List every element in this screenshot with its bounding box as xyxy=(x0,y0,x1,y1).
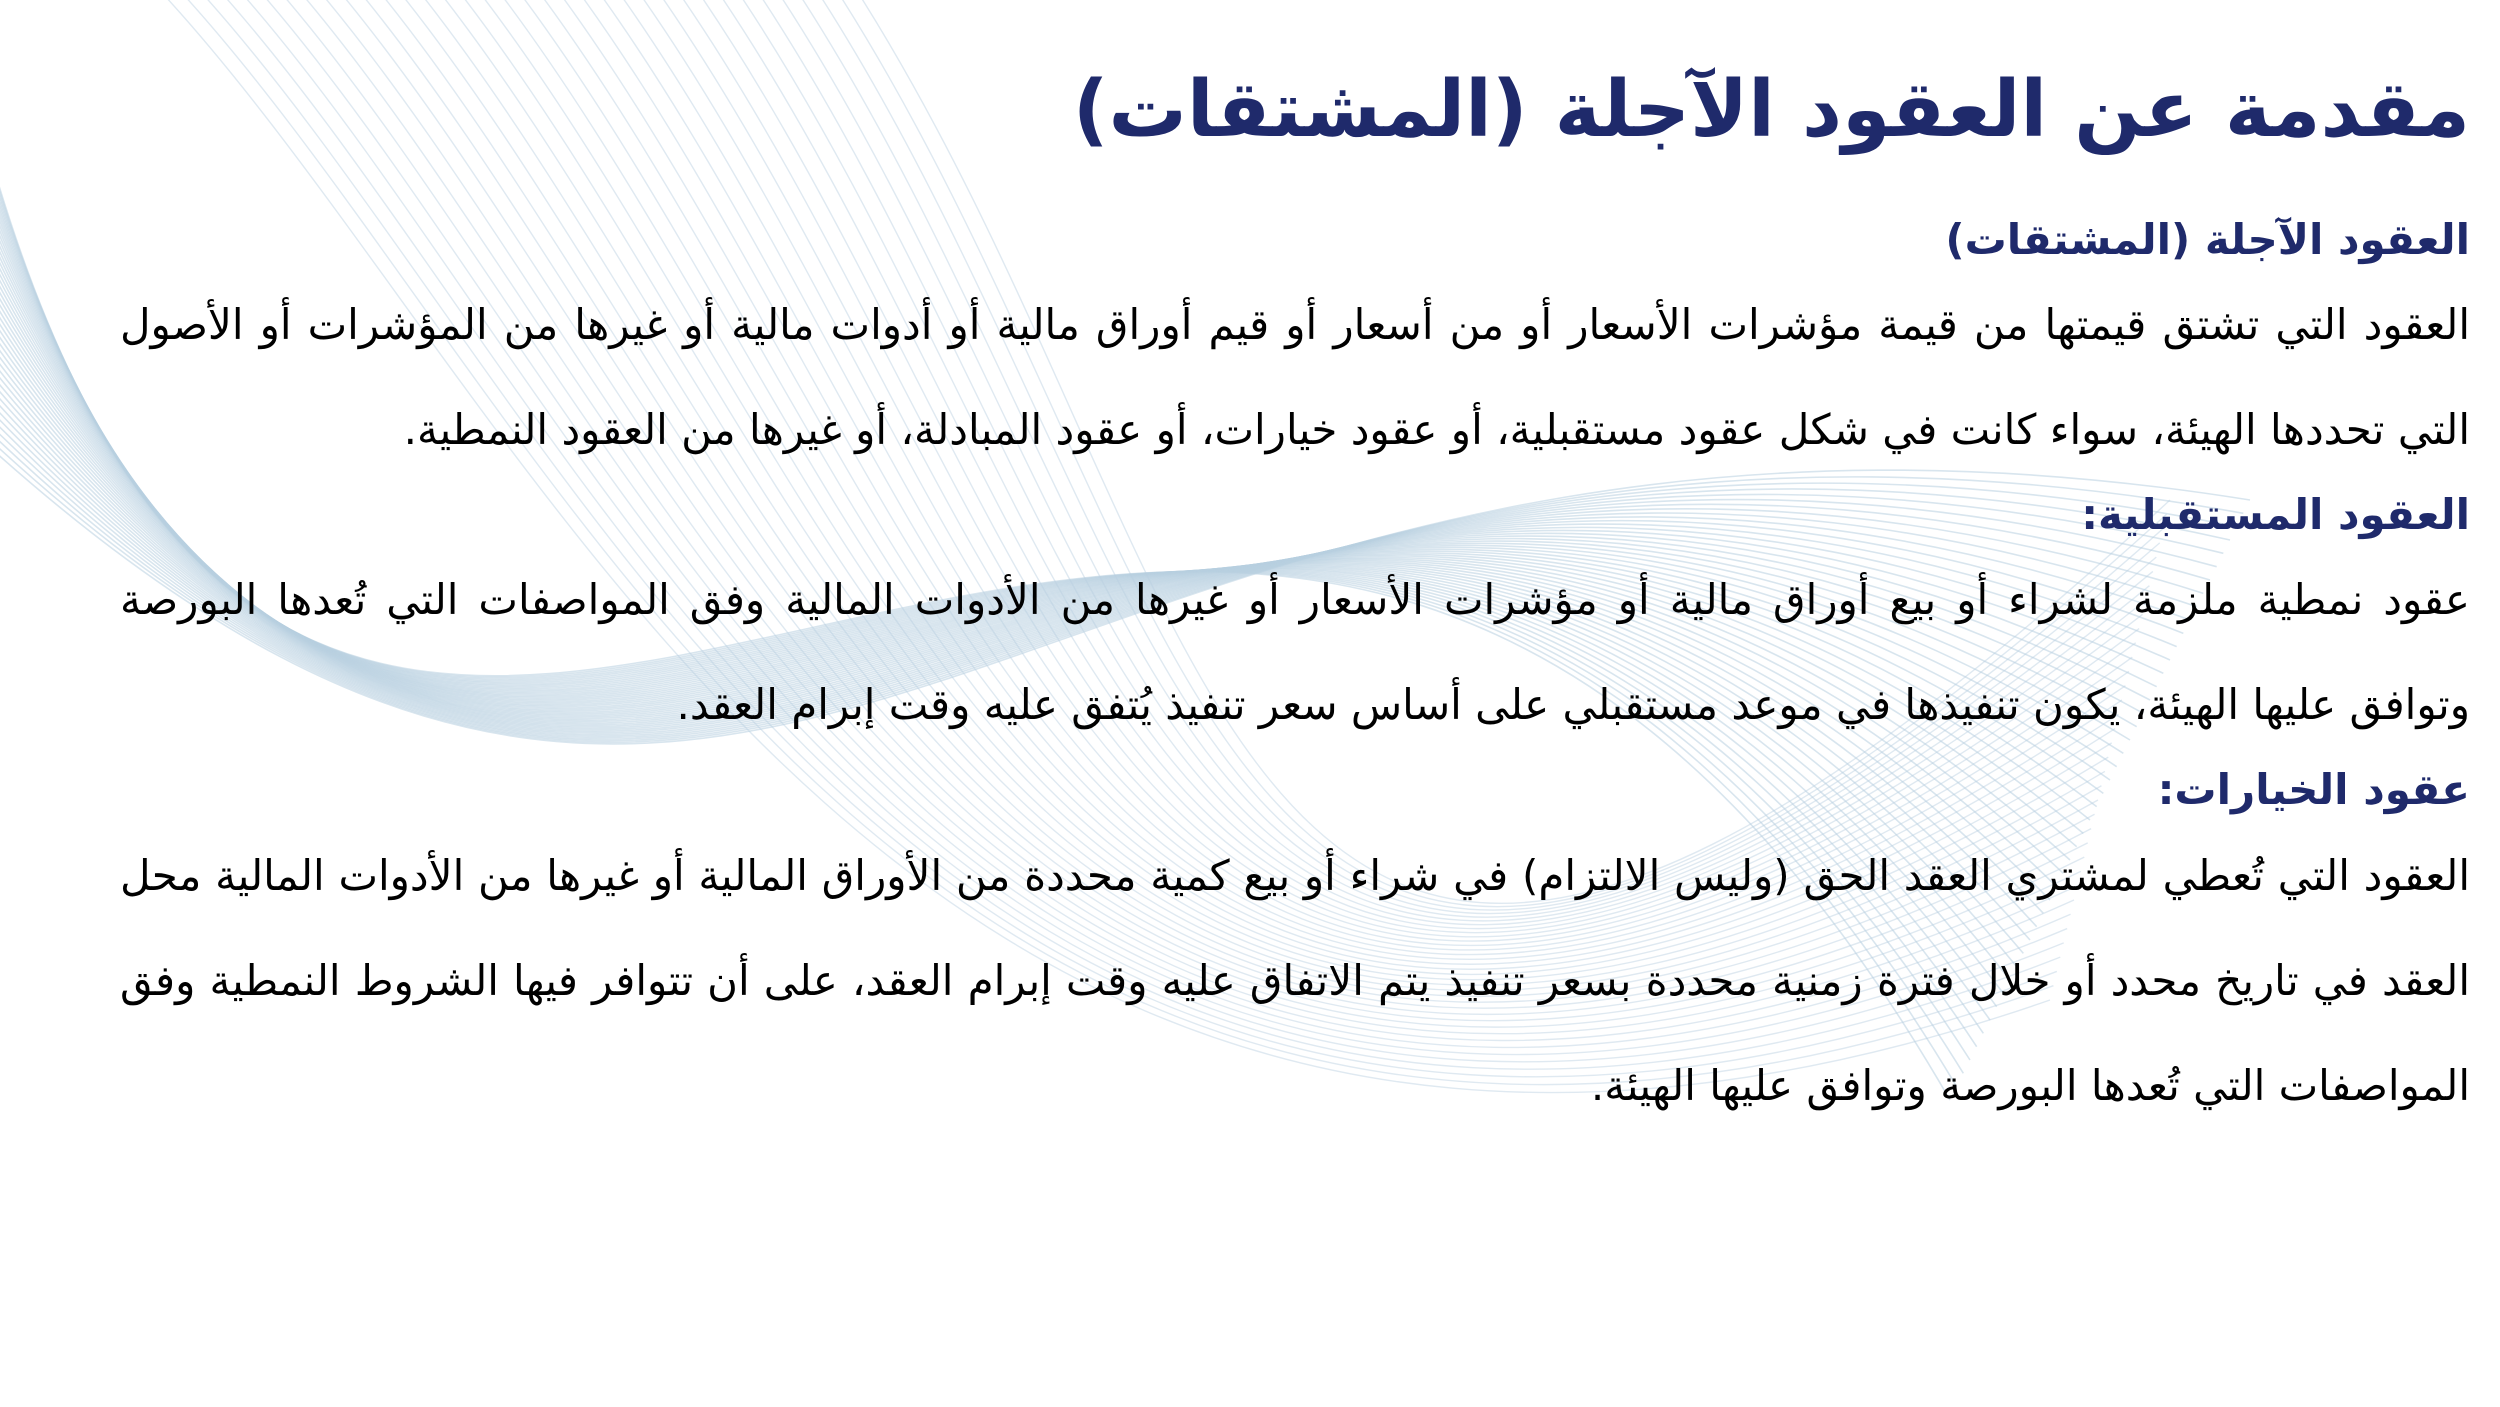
section-text-futures: عقود نمطية ملزمة لشراء أو بيع أوراق مالية أو مؤشرات الأسعار أو غيرها من الأدوات المالية وفق المواصفات التي تُعدها البورصة وتوافق عليها الهيئة، يكون تنفيذها في موعد مستقبلي على أساس سعر تنفيذ يُتفق عليه وقت إبرام العقد. xyxy=(120,575,2470,730)
section-text-derivatives: العقود التي تشتق قيمتها من قيمة مؤشرات الأسعار أو من أسعار أو قيم أوراق مالية أو أدوات مالية أو غيرها من المؤشرات أو الأصول التي تحددها الهيئة، سواء كانت في شكل عقود مستقبلية، أو عقود خيارات، أو عقود المبادلة، أو غيرها من العقود النمطية. xyxy=(120,300,2470,455)
slide-content xyxy=(120,58,2470,1138)
section-text-options: العقود التي تُعطي لمشتري العقد الحق (وليس الالتزام) في شراء أو بيع كمية محددة من الأوراق المالية أو غيرها من الأدوات المالية محل العقد في تاريخ محدد أو خلال فترة زمنية محددة بسعر تنفيذ يتم الاتفاق عليه وقت إبرام العقد، على أن تتوافر فيها الشروط النمطية وفق المواصفات التي تُعدها البورصة وتوافق عليها الهيئة. xyxy=(120,850,2470,1110)
section-heading-derivatives: العقود الآجلة (المشتقات) xyxy=(1945,215,2470,265)
slide-title: مقدمة عن العقود الآجلة (المشتقات) xyxy=(1072,65,2470,155)
section-heading-futures: العقود المستقبلية: xyxy=(2081,490,2470,540)
section-heading-options: عقود الخيارات: xyxy=(2157,765,2470,815)
